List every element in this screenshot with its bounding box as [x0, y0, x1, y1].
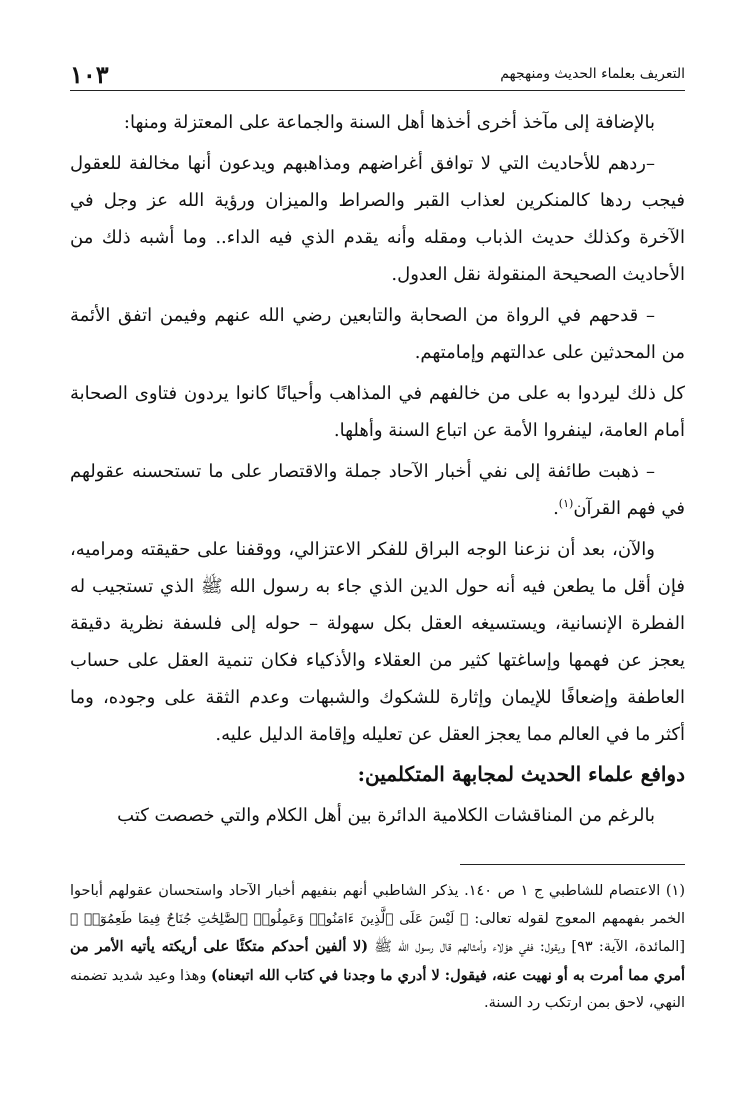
- paragraph: كل ذلك ليردوا به على من خالفهم في المذاهب وأحيانًا كانوا يردون فتاوى الصحابة أمام العامة، لينفروا الأمة عن اتباع السنة وأهلها.: [70, 383, 685, 441]
- page-number: ١٠٣: [70, 60, 109, 89]
- page-header: [70, 60, 685, 91]
- paragraph-text: – ذهبت طائفة إلى نفي أخبار الآحاد جملة والاقتصار على ما تستحسنه عقولهم في فهم القرآن: [70, 461, 685, 519]
- paragraph: – قدحهم في الرواة من الصحابة والتابعين رضي الله عنهم وفيمن اتفق الأئمة من المحدثين على عدالتهم وإمامتهم.: [70, 305, 685, 363]
- footnote-reference[interactable]: (١): [558, 497, 574, 510]
- paragraph: – ذهبت طائفة إلى نفي أخبار الآحاد جملة والاقتصار على ما تستحسنه عقولهم في فهم القرآن$^{(١)}$.: [70, 461, 685, 519]
- paragraph: بالإضافة إلى مآخذ أخرى أخذها أهل السنة والجماعة على المعتزلة ومنها:: [123, 112, 655, 133]
- footnote-marker: (١): [665, 883, 685, 899]
- running-title: التعريف بعلماء الحديث ومنهجهم: [500, 66, 685, 82]
- footnote-text: وهذا وعيد شديد تضمنه النهي، لاحق بمن ارتكب رد السنة.: [70, 967, 685, 1011]
- paragraph: والآن، بعد أن نزعنا الوجه البراق للفكر الاعتزالي، ووقفنا على حقيقته ومراميه، فإن أقل ما يطعن فيه أنه حول الدين الذي جاء به رسول الله ﷺ الذي تستجيب له الفطرة الإنسانية، ويستسيغه العقل بكل سهولة – حوله إلى فلسفة نظرية دقيقة يعجز عن فهمها وإساغتها كثير من العقلاء والأذكياء فكان تنمية العقل على حساب العاطفة وإضعافًا للإيمان وإثارة للشكوك والشبهات وعدم الثقة على وجوده، وما أكثر ما في العالم مما يعجز العقل عن تعليله وإقامة الدليل عليه.: [70, 539, 685, 745]
- footnote-divider: [460, 864, 685, 865]
- quran-verse: ﴿ لَيْسَ عَلَى ٱلَّذِينَ ءَامَنُوا۟ وَعَمِلُوا۟ ٱلصَّٰلِحَٰتِ جُنَاحٌ فِيمَا طَعِمُوٓا۟ ﴾: [70, 910, 469, 927]
- footnotes: [70, 878, 685, 1018]
- footnote-text: الاعتصام للشاطبي ج ١ ص ١٤٠. يذكر الشاطبي أنهم بنفيهم أخبار الآحاد واستحسان عقولهم أباحوا الخمر بفهمهم المعوج لقوله تعالى:: [70, 883, 686, 927]
- footnote-item: [70, 878, 685, 1018]
- main-text: [70, 104, 685, 834]
- paragraph: بالرغم من المناقشات الكلامية الدائرة بين أهل الكلام والتي خصصت كتب: [117, 805, 655, 826]
- paragraph: –ردهم للأحاديث التي لا توافق أغراضهم ومذاهبهم ويدعون أنها مخالفة للعقول فيجب ردها كالمنكرين لعذاب القبر والصراط والميزان ورؤية الله عز وجل في الآخرة وكذلك حديث الذباب ومقله وأنه يقدم الذي فيه الداء.. وما أشبه ذلك من الأحاديث الصحيحة المنقولة نقل العدول.: [70, 153, 685, 285]
- hadith-quote: (لا ألفين أحدكم متكئًا على أريكته يأتيه الأمر من أمري مما أمرت به أو نهيت عنه، فيقول: لا أدري ما وجدنا في كتاب الله اتبعناه): [70, 938, 685, 984]
- footnote-text: [المائدة، الآية: ٩٣] ويقول: ففي هؤلاء وأمثالهم قال رسول الله ﷺ: [374, 939, 685, 955]
- section-heading: دوافع علماء الحديث لمجابهة المتكلمين:: [357, 762, 685, 786]
